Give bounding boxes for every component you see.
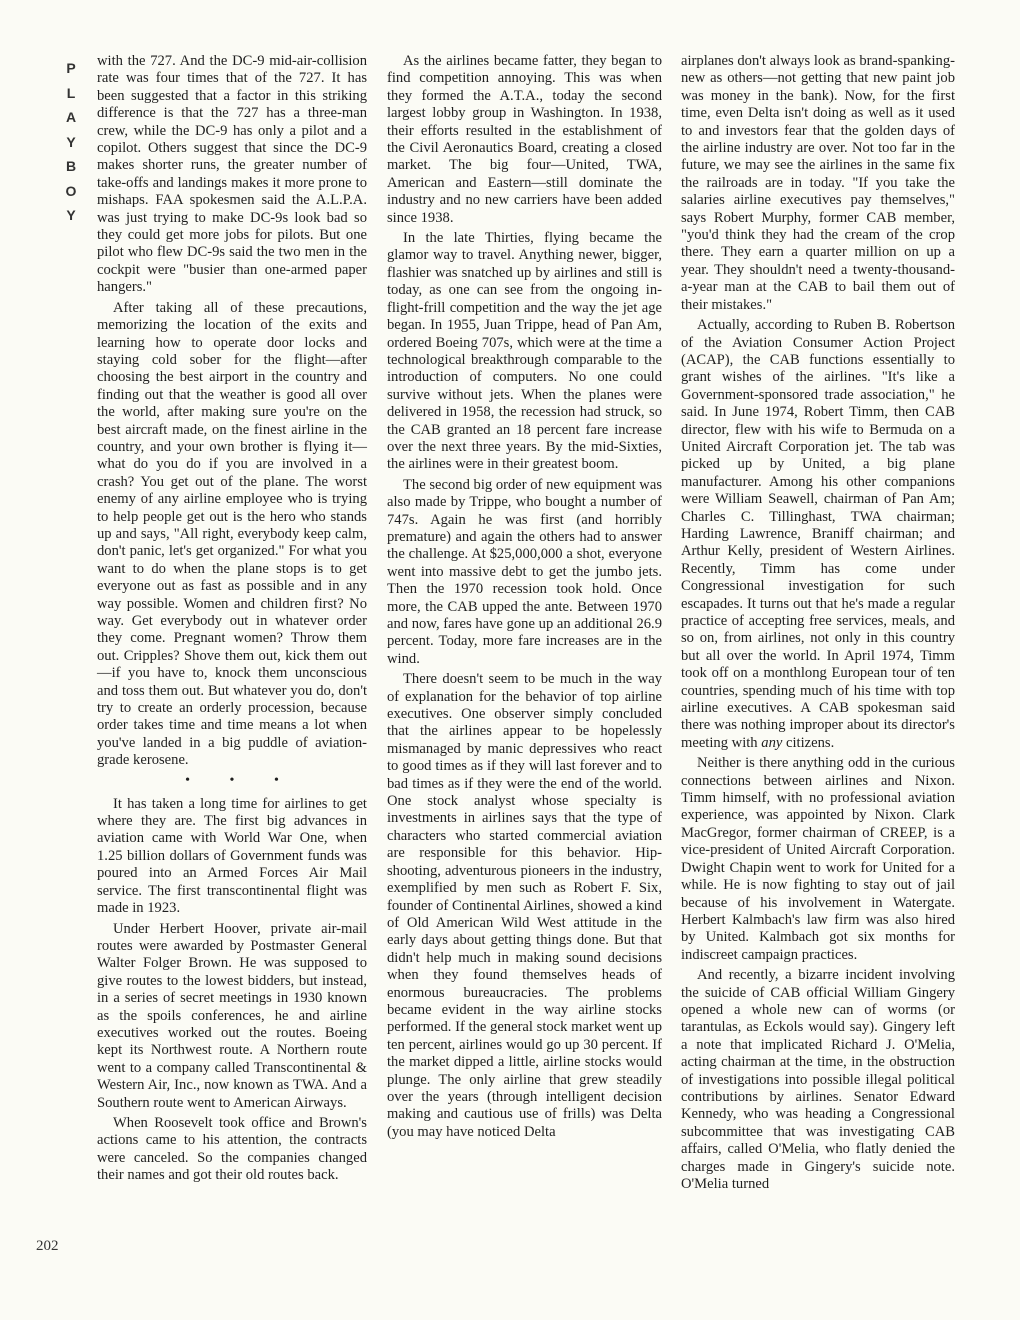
- paragraph: When Roosevelt took office and Brown's actions came to his attention, the contracts were canceled. So the companies changed their names and got their old routes back.: [97, 1114, 367, 1184]
- magazine-name-vertical: [60, 56, 82, 228]
- magazine-name-letter: B: [65, 158, 77, 174]
- magazine-name-letter: A: [65, 109, 77, 125]
- article-column-2: [387, 53, 662, 1141]
- paragraph: After taking all of these precautions, memorizing the location of the exits and learning how to operate door locks and staying cold sober for the flight—after choosing the best airport in the country and finding out that the weather is good all over the world, after making sure you're on the best aircraft made, on the finest airline in the country, and your own brother is flying it—what do you do if you are involved in a crash? You get out of the plane. The worst enemy of any airline employee who is trying to help people get out is the hero who stands up and says, "All right, everybody keep calm, don't panic, let's get organized." For what you want to do when the plane stops is to get everyone out as fast as possible and in any way possible. Women and children first? No way. Get everybody out in whatever order they come. Pregnant women? Throw them out. Cripples? Shove them out, kick them out—if you have to, knock them unconscious and toss them out. But whatever you do, don't try to create an orderly procession, because order takes time and time means a lot when you've landed in a big puddle of aviation-grade kerosene.: [97, 299, 367, 769]
- paragraph: The second big order of new equipment was also made by Trippe, who bought a number of 747s. Again he was first (and horribly premature) and again the others had to answer the challenge. At $25,000,000 a shot, everyone went into massive debt to get the jumbo jets. Then the 1970 recession took hold. Once more, the CAB upped the ante. Between 1970 and now, fares have gone up an additional 26.9 percent. Today, more fare increases are in the wind.: [387, 476, 662, 667]
- article-column-1: [97, 53, 367, 1185]
- magazine-name-letter: P: [66, 60, 76, 76]
- paragraph: It has taken a long time for airlines to get where they are. The first big advances in aviation came with World War One, when 1.25 billion dollars of Government funds was poured into an Armed Forces Air Mail service. The first transcontinental flight was made in 1923.: [97, 795, 367, 917]
- paragraph: And recently, a bizarre incident involving the suicide of CAB official William Gingery opened a whole new can of worms (or tarantulas, as Eckols would say). Gingery left a note that implicated Richard J. O'Melia, acting chairman at the time, in the obstruction of investigations into possible illegal political contributions by airlines. Senator Edward Kennedy, who was heading a Congressional subcommittee that was investigating CAB affairs, called O'Melia, who flatly denied the charges made in Gingery's suicide note. O'Melia turned: [681, 967, 955, 1192]
- paragraph-tail: citizens.: [782, 734, 835, 751]
- magazine-name-letter: Y: [66, 207, 76, 223]
- emphasized-word: any: [761, 734, 783, 751]
- paragraph: There doesn't seem to be much in the way of explanation for the behavior of top airline executives. One observer simply concluded that the airlines appear to be hopelessly mismanaged by manic depressives who react to good times as if they will last forever and to bad times as if they were the end of the world. One stock analyst whose specialty is investments in airlines says that the type of characters who started commercial aviation are responsible for this behavior. Hip-shooting, adventurous pioneers in the industry, exemplified by men such as Robert F. Six, founder of Continental Airlines, showed a kind of Old American Wild West attitude in the early days about getting things done. But that didn't help much in making sound decisions when they found themselves heads of enormous bureaucracies. The problems became evident in the way airline stocks performed. If the general stock market went up ten percent, airlines would go up 30 percent. If the market dipped a little, airline stocks would plunge. The only airline that grew steadily over the years (through intelligent decision making and cautious use of frills) was Delta (you may have noticed Delta: [387, 671, 662, 1140]
- paragraph: Neither is there anything odd in the curious connections between airlines and Nixon. Timm himself, with no professional aviation experience, was appointed by Nixon. Clark MacGregor, former chairman of CREEP, is a vice-president of United Aircraft Corporation. Dwight Chapin went to work for United for a while. He is now fighting to stay out of jail because of his involvement in Watergate. Herbert Kalmbach's law firm was also hired by United. Kalmbach got six months for indiscreet campaign practices.: [681, 755, 955, 963]
- paragraph: Under Herbert Hoover, private air-mail routes were awarded by Postmaster General Walter Folger Brown. He was supposed to give routes to the lowest bidders, but instead, in a series of secret meetings in 1930 known as the spoils conferences, he and airline executives worked out the routes. Boeing kept its Northwest route. A Northern route went to a company called Transcontinental & Western Air, Inc., now known as TWA. And a Southern route went to American Airways.: [97, 920, 367, 1111]
- paragraph: [681, 317, 955, 752]
- section-separator: • • •: [185, 772, 297, 788]
- magazine-name-letter: O: [65, 182, 77, 199]
- paragraph-text: Actually, according to Ruben B. Robertson of the Aviation Consumer Action Project (ACAP), the CAB functions essentially to grant wishes of the airlines. "It's like a Government-sponsored trade association," he said. In June 1974, Robert Timm, then CAB director, flew with his wife to Bermuda on a United Aircraft Corporation jet. The tab was picked up by United, a big plane manufacturer. Among his other companions were William Seawell, chairman of Pan Am; Charles C. Tillinghast, TWA chairman; Harding Lawrence, Braniff chairman; and Arthur Kelly, president of Western Airlines. Recently, Timm has come under Congressional investigation for such escapades. It turns out that he's made a regular practice of accepting free services, meals, and so on, from airlines, not only in this country but all over the world. In April 1974, Timm took off on a monthlong European tour of ten countries, spending much of his time with top airline executives. A CAB spokesman said there was nothing improper about its director's meeting with: [681, 317, 955, 751]
- page-number: 202: [36, 1238, 59, 1254]
- article-column-3: [681, 53, 955, 1193]
- magazine-name-letter: Y: [66, 133, 76, 150]
- paragraph: In the late Thirties, flying became the glamor way to travel. Anything newer, bigger, flashier was snatched up by airlines and still is today, as one can see from the ongoing in-flight-frill competition and the way the jet age began. In 1955, Juan Trippe, head of Pan Am, ordered Boeing 707s, which were at the time a technological breakthrough comparable to the introduction of computers. No one could survive without jets. When the planes were delivered in 1958, the recession had struck, so the CAB granted an 18 percent fare increase over the next three years. By the mid-Sixties, the airlines were in their greatest boom.: [387, 230, 662, 473]
- paragraph: with the 727. And the DC-9 mid-air-collision rate was four times that of the 727. It has been suggested that a factor in this striking difference is that the 727 has a three-man crew, while the DC-9 has only a pilot and a copilot. Others suggest that since the DC-9 makes shorter runs, the greater number of take-offs and landings makes it more prone to mishaps. FAA spokesmen said the A.L.P.A. was just trying to make DC-9s look bad so they could get more jobs for pilots. But one pilot who flew DC-9s said the two men in the cockpit were "busier than one-armed paper hangers.": [97, 53, 367, 296]
- paragraph: As the airlines became fatter, they began to find competition annoying. This was when they formed the A.T.A., today the second largest lobby group in Washington. In 1938, their efforts resulted in the establishment of the Civil Aeronautics Board, creating a closed market. The big four—United, TWA, American and Eastern—still dominate the industry and no new carriers have been added since 1938.: [387, 53, 662, 226]
- paragraph: airplanes don't always look as brand-spanking-new as others—not getting that new paint job was money in the bank). Now, for the first time, even Delta isn't doing as well as it used to and investors fear that the golden days of the airline industry are over. Not too far in the future, we may see the airlines in the same fix the railroads are in today. "If you take the salaries airline executives pay themselves," says Robert Murphy, former CAB member, "you'd think they had the cream of the crop there. They earn a quarter million on up a year. They shouldn't need a twenty-thousand-a-year man at the CAB to bail them out of their mistakes.": [681, 53, 955, 313]
- magazine-name-letter: L: [66, 84, 76, 101]
